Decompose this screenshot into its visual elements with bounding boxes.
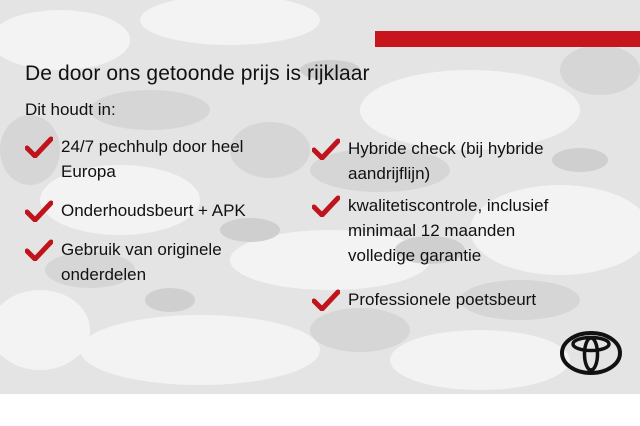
list-item-text — [61, 237, 222, 287]
list-item — [25, 237, 222, 287]
list-item — [312, 287, 536, 312]
check-icon — [312, 195, 340, 217]
list-item-line: aandrijflijn) — [348, 164, 431, 183]
list-item-line: onderdelen — [61, 265, 147, 284]
list-item-line: Hybride check (bij hybride — [348, 139, 544, 158]
check-icon — [25, 136, 53, 158]
check-icon — [312, 289, 340, 311]
subhead: Dit houdt in: — [25, 100, 116, 119]
check-icon — [312, 138, 340, 160]
list-item-text — [348, 287, 536, 312]
toyota-logo-icon — [560, 330, 622, 376]
list-item-text — [348, 136, 544, 186]
list-item — [25, 198, 246, 223]
list-item-text — [348, 193, 548, 268]
check-icon — [25, 239, 53, 261]
list-item — [312, 136, 544, 186]
list-item — [25, 134, 243, 184]
list-item-line: volledige garantie — [348, 246, 482, 265]
headline: De door ons getoonde prijs is rijklaar — [25, 62, 370, 85]
check-icon — [25, 200, 53, 222]
list-item-line: 24/7 pechhulp door heel — [61, 137, 244, 156]
list-item-text — [61, 134, 243, 184]
list-item — [312, 193, 548, 268]
list-item-line: Professionele poetsbeurt — [348, 290, 537, 309]
list-item-line: Onderhoudsbeurt + APK — [61, 201, 246, 220]
red-accent-bar — [375, 31, 640, 47]
list-item-line: Europa — [61, 162, 116, 181]
list-item-line: kwalitetiscontrole, inclusief — [348, 196, 549, 215]
list-item-text — [61, 198, 246, 223]
list-item-line: minimaal 12 maanden — [348, 221, 516, 240]
list-item-line: Gebruik van originele — [61, 240, 222, 259]
